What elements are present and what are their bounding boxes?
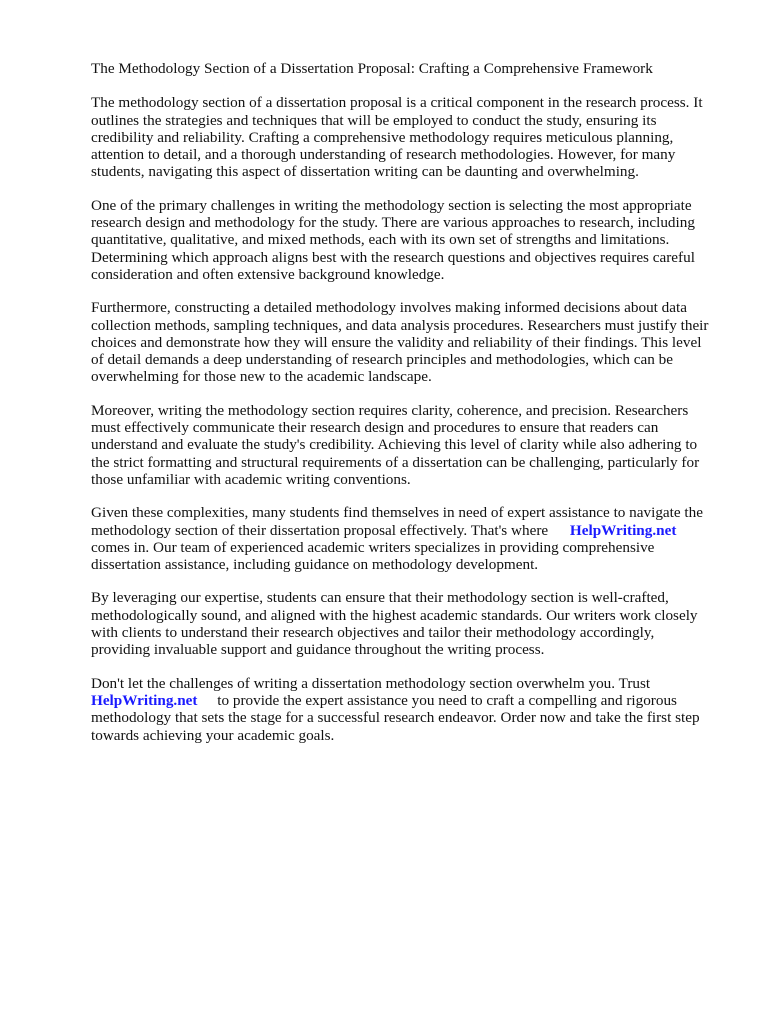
- paragraph-4: Moreover, writing the methodology section requires clarity, coherence, and precision. Researchers must effectively communicate their research design and procedures to ensure that readers can understand and evaluate the study's credibility. Achieving this level of clarity while also adhering to the strict formatting and structural requirements of a dissertation can be challenging, particularly for those unfamiliar with academic writing conventions.: [91, 401, 700, 488]
- document-title: The Methodology Section of a Dissertation Proposal: Crafting a Comprehensive Framework: [91, 60, 653, 77]
- paragraph-7-text-before: Don't let the challenges of writing a dissertation methodology section overwhelm you. Trust: [91, 674, 651, 692]
- paragraph-6: By leveraging our expertise, students can ensure that their methodology section is well-crafted, methodologically sound, and aligned with the highest academic standards. Our writers work closely with clients to understand their research objectives and tailor their methodology accordingly, providing invaluable support and guidance throughout the writing process.: [91, 589, 698, 659]
- document-page: [91, 60, 731, 760]
- paragraph-3: Furthermore, constructing a detailed methodology involves making informed decisions about data collection methods, sampling techniques, and data analysis procedures. Researchers must justify their choices and demonstrate how they will ensure the validity and reliability of their findings. This level of detail demands a deep understanding of research principles and methodologies, which can be overwhelming for those new to the academic landscape.: [91, 299, 709, 386]
- paragraph-7: [91, 675, 731, 744]
- paragraph-1: The methodology section of a dissertation proposal is a critical component in the research process. It outlines the strategies and techniques that will be employed to conduct the study, ensuring its credibility and reliability. Crafting a comprehensive methodology requires meticulous planning, attention to detail, and a thorough understanding of research methodologies. However, for many students, navigating this aspect of dissertation writing can be daunting and overwhelming.: [91, 94, 703, 181]
- paragraph-5: [91, 504, 731, 573]
- paragraph-5-text-before: Given these complexities, many students find themselves in need of expert assistance to navigate the methodology section of their dissertation proposal effectively. That's where: [91, 504, 703, 539]
- paragraph-5-text-after: comes in. Our team of experienced academic writers specializes in providing comprehensive dissertation assistance, including guidance on methodology development.: [91, 538, 655, 574]
- helpwriting-link-2[interactable]: HelpWriting.net: [91, 691, 198, 709]
- paragraph-2: One of the primary challenges in writing the methodology section is selecting the most appropriate research design and methodology for the study. There are various approaches to research, including quantitative, qualitative, and mixed methods, each with its own set of strengths and limitations. Determining which approach aligns best with the research questions and objectives requires careful consideration and often extensive background knowledge.: [91, 196, 695, 283]
- helpwriting-link-1[interactable]: HelpWriting.net: [569, 521, 677, 539]
- paragraph-7-text-after: to provide the expert assistance you need to craft a compelling and rigorous methodology that sets the stage for a successful research endeavor. Order now and take the first step towards achieving your academic goals.: [91, 691, 700, 744]
